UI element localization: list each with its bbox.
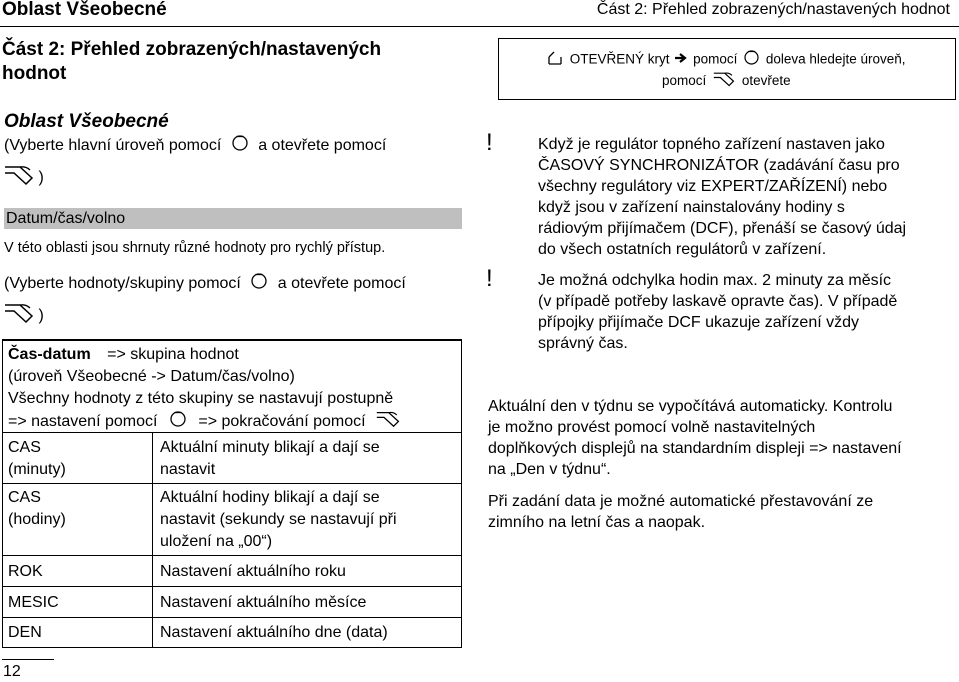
row-description: Aktuální hodiny blikají a dají se nastavit (sekundy se nastavují při uložení na „00“) — [160, 489, 397, 550]
info-box-line-1: OTEVŘENÝ kryt pomocí doleva hledejte úroveň, — [548, 50, 905, 70]
box-title: Čas-datum => skupina hodnot — [8, 346, 239, 363]
rotary-knob-icon — [744, 50, 759, 70]
press-hand-icon — [4, 164, 34, 192]
summary-text: V této oblasti jsou shrnuty různé hodnoty pro rychlý přístup. — [4, 240, 386, 256]
info-box-line-2: pomocí otevřete — [662, 71, 791, 92]
arrow-right-icon — [675, 51, 687, 69]
section-title: Část 2: Přehled zobrazených/nastavených hodnot — [2, 39, 382, 84]
note-1-text: Když je regulátor topného zařízení nastaven jako ČASOVÝ SYNCHRONIZÁTOR (zadávání času pro všechny regulátory viz EXPERT/ZAŘÍZENÍ) nebo když jsou v zařízení nainstalovány hodiny s rádiovým přijímačem (DCF), přenáší se časový údaj do všech ostatních regulátorů v zařízení. — [538, 136, 907, 258]
row-label: DEN — [8, 624, 42, 641]
box-bottom-rule — [2, 647, 462, 648]
box-line-2: (úroveň Všeobecné -> Datum/čas/volno) — [8, 368, 295, 385]
page-number: 12 — [3, 663, 21, 680]
subheading: Oblast Všeobecné — [4, 111, 169, 132]
values-line-2: ) — [4, 302, 44, 330]
note-2-text: Je možná odchylka hodin max. 2 minuty za měsíc (v případě potřeby laskavě opravte čas). V případě přípojky přijímače DCF ukazuje zařízení vždy správný čas. — [538, 272, 898, 352]
row-label: CAS (hodiny) — [8, 489, 66, 528]
row-label: CAS (minuty) — [8, 439, 66, 478]
row-label: MESIC — [8, 594, 59, 611]
box-line-3: Všechny hodnoty z této skupiny se nastavují postupně — [8, 390, 394, 407]
table-row-rule — [2, 483, 462, 484]
intro-line-1: (Vyberte hlavní úroveň pomocí a otevřete pomocí — [4, 135, 386, 157]
rotary-knob-icon — [251, 273, 267, 295]
press-hand-icon — [4, 302, 34, 330]
weekday-paragraph: Aktuální den v týdnu se vypočítává automaticky. Kontrolu je možno provést pomocí volně nastavitelných doplňkových displejů na standardním displeji => nastavení na „Den v týdnu“. — [488, 398, 902, 478]
row-description: Aktuální minuty blikají a dají se nastavit — [160, 439, 380, 478]
page-number-rule — [2, 659, 54, 660]
press-hand-icon — [376, 410, 400, 434]
table-top-rule — [2, 432, 462, 433]
row-label: ROK — [8, 563, 43, 580]
box-left-rule — [2, 339, 3, 647]
row-description: Nastavení aktuálního dne (data) — [160, 624, 388, 641]
header-right-title: Část 2: Přehled zobrazených/nastavených hodnot — [596, 1, 950, 18]
open-lid-icon — [548, 51, 562, 70]
intro-line-2: ) — [4, 164, 44, 192]
box-line-4: => nastavení pomocí => pokračování pomocí — [8, 410, 400, 434]
table-row-rule — [2, 555, 462, 556]
rotary-knob-icon — [170, 411, 186, 433]
press-hand-icon — [713, 71, 735, 92]
row-description: Nastavení aktuálního měsíce — [160, 594, 367, 611]
box-top-rule — [2, 339, 462, 341]
table-row-rule — [2, 617, 462, 618]
table-column-rule — [152, 432, 153, 647]
box-right-rule — [461, 339, 462, 647]
row-description: Nastavení aktuálního roku — [160, 563, 346, 580]
warning-mark: ! — [486, 129, 493, 156]
datum-cas-volno-bar: Datum/čas/volno — [4, 208, 462, 229]
warning-mark: ! — [486, 265, 493, 292]
header-rule — [0, 26, 959, 27]
values-line-1: (Vyberte hodnoty/skupiny pomocí a otevřete pomocí — [4, 273, 406, 295]
header-left-title: Oblast Všeobecné — [2, 0, 167, 20]
rotary-knob-icon — [232, 135, 248, 157]
dst-paragraph: Při zadání data je možné automatické přestavování ze zimního na letní čas a naopak. — [488, 493, 874, 531]
table-row-rule — [2, 586, 462, 587]
